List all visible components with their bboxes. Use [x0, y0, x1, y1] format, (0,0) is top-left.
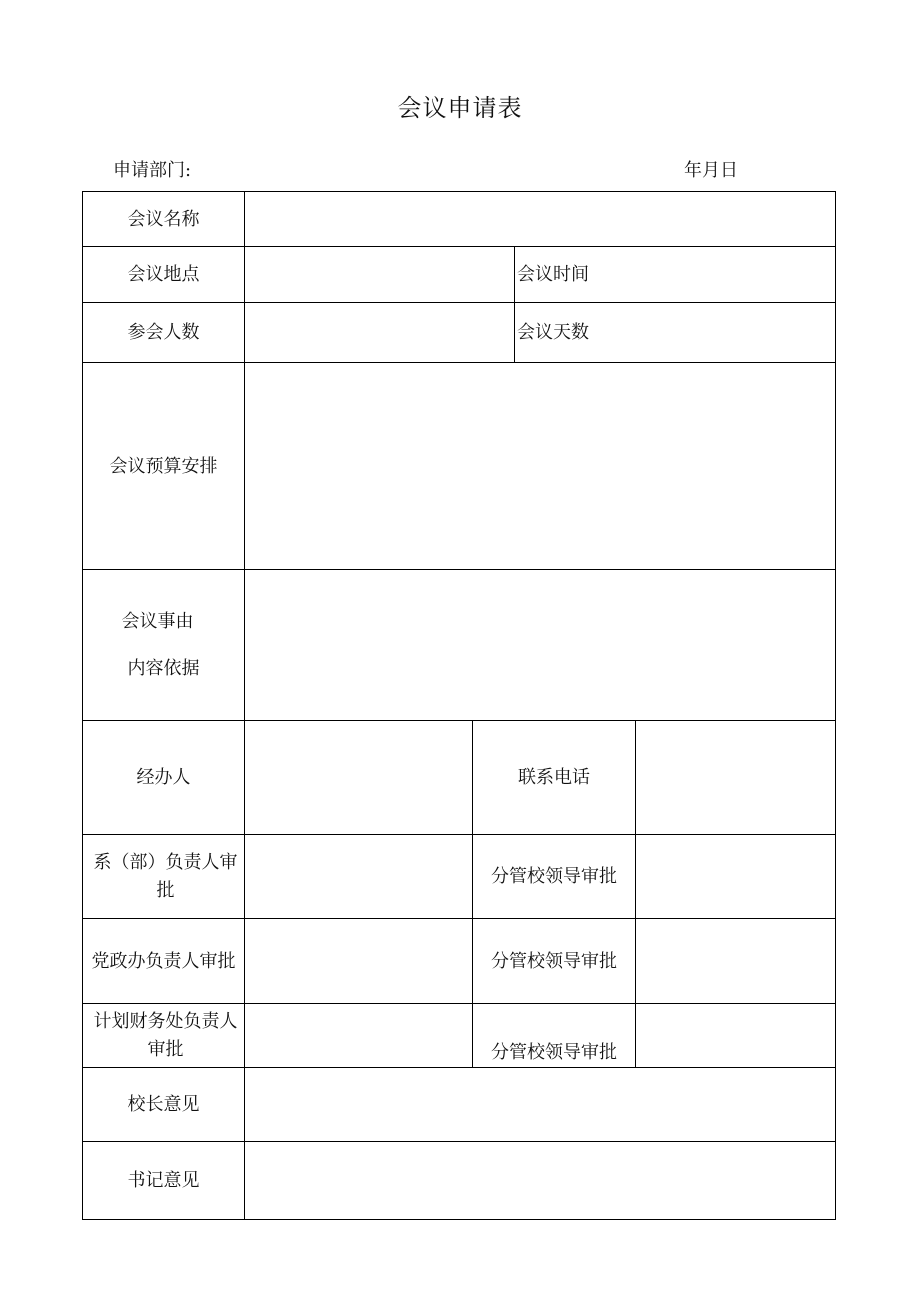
reason-field[interactable]	[245, 570, 835, 720]
handler-label: 经办人	[136, 767, 191, 788]
reason-label	[83, 570, 244, 720]
party-office-approval-label: 党政办负责人审批	[91, 950, 236, 972]
meeting-time-label: 会议时间	[517, 264, 589, 285]
reason-label-line1: 会议事由	[121, 611, 194, 632]
budget-field[interactable]	[245, 363, 835, 569]
dept-head-approval-field[interactable]	[245, 835, 472, 918]
meeting-name-field[interactable]	[245, 192, 835, 246]
attendees-count-field[interactable]	[245, 303, 514, 362]
phone-field[interactable]	[636, 721, 835, 834]
dept-head-approval-label: 系（部）负责人审批	[93, 851, 238, 901]
party-office-approval-field[interactable]	[245, 919, 472, 1003]
leader-approval-field[interactable]	[636, 1004, 835, 1067]
leader-approval-label: 分管校领导审批	[491, 950, 617, 972]
meeting-days-label: 会议天数	[517, 322, 589, 343]
leader-approval-label: 分管校领导审批	[491, 1042, 617, 1063]
secretary-opinion-field[interactable]	[245, 1142, 835, 1219]
form-title: 会议申请表	[397, 94, 523, 122]
meeting-location-field[interactable]	[245, 247, 514, 302]
attendees-count-label: 参会人数	[127, 322, 200, 343]
budget-label: 会议预算安排	[109, 455, 218, 477]
secretary-opinion-label: 书记意见	[127, 1170, 200, 1191]
phone-label: 联系电话	[518, 767, 590, 788]
president-opinion-label: 校长意见	[127, 1094, 200, 1115]
date-label: 年月日	[684, 160, 738, 181]
handler-field[interactable]	[245, 721, 472, 834]
meeting-location-label: 会议地点	[127, 264, 200, 285]
leader-approval-field[interactable]	[636, 835, 835, 918]
table-border-bottom	[82, 1219, 836, 1220]
leader-approval-label: 分管校领导审批	[491, 866, 617, 887]
finance-approval-label: 计划财务处负责人审批	[93, 1010, 238, 1060]
dept-label: 申请部门:	[113, 160, 192, 181]
president-opinion-field[interactable]	[245, 1068, 835, 1141]
leader-approval-field[interactable]	[636, 919, 835, 1003]
meeting-name-label: 会议名称	[127, 208, 200, 230]
application-form-table	[82, 191, 836, 1220]
reason-label-line2: 内容依据	[127, 658, 200, 679]
finance-approval-field[interactable]	[245, 1004, 472, 1067]
table-border-right	[835, 191, 836, 1220]
